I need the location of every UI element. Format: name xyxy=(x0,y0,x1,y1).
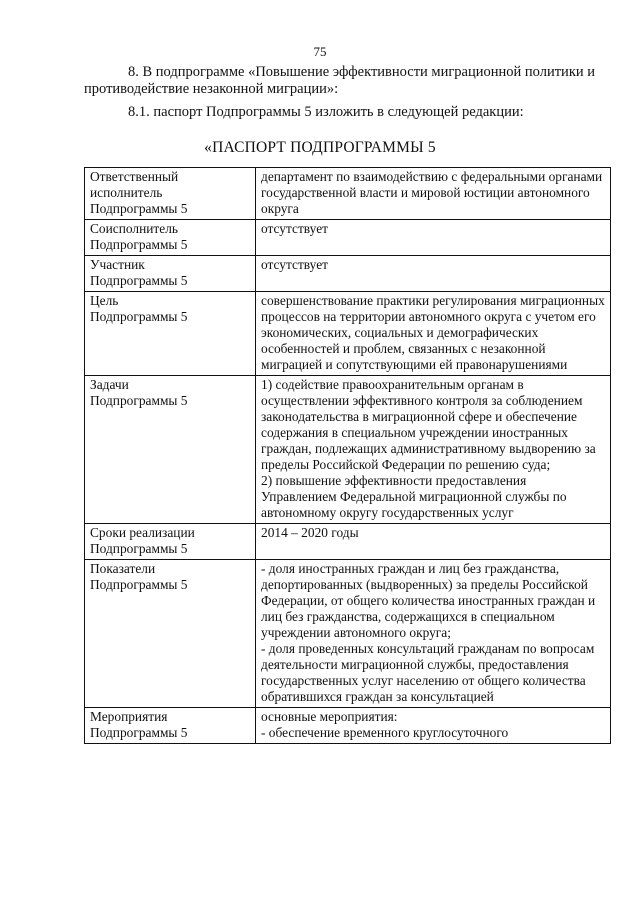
row-value-text: отсутствует xyxy=(261,257,328,272)
row-value-text: - доля иностранных граждан и лиц без гражданства, депортированных (выдворенных) за пределы Российской Федерации, от общего количества иностранных граждан и лиц без гражданства, содержащихся в специальном учреждении автономного округа; xyxy=(261,561,596,640)
table-row xyxy=(85,256,611,292)
table-row xyxy=(85,708,611,744)
row-label-line: Цель xyxy=(90,293,119,308)
row-value-text: - обеспечение временного круглосуточного xyxy=(261,725,509,740)
passport-table xyxy=(84,167,611,744)
table-row xyxy=(85,220,611,256)
row-label-line: Задачи xyxy=(90,377,129,392)
row-label-cell xyxy=(85,376,256,524)
row-value-text: 2) повышение эффективности предоставления Управлением Федеральной миграционной службы по автономному округу государственных услуг xyxy=(261,473,567,520)
row-value-text: 1) содействие правоохранительным органам в осуществлении эффективного контроля за соблюдением законодательства в миграционной сфере и обеспечение содержания в специальном учреждении иностранных граждан, подлежащих административному выдворению за пределы Российской Федерации по решению суда; xyxy=(261,377,596,472)
passport-heading: «ПАСПОРТ ПОДПРОГРАММЫ 5 xyxy=(204,139,436,156)
row-value-cell xyxy=(256,256,611,292)
row-label-cell xyxy=(85,220,256,256)
row-label-line: Участник xyxy=(90,257,145,272)
row-value-text: - доля проведенных консультаций гражданам по вопросам деятельности миграционной службы, предоставления государственных услуг населению от общего количества обратившихся граждан за консультацией xyxy=(261,641,595,704)
row-value-cell xyxy=(256,524,611,560)
row-label-line: Подпрограммы 5 xyxy=(90,393,188,408)
row-label-cell xyxy=(85,560,256,708)
row-value-cell xyxy=(256,292,611,376)
row-label-line: Подпрограммы 5 xyxy=(90,577,188,592)
row-label-line: Сроки реализации xyxy=(90,525,195,540)
row-label-line: Подпрограммы 5 xyxy=(90,541,188,556)
row-label-line: Ответственный xyxy=(90,169,179,184)
table-row xyxy=(85,168,611,220)
row-label-line: исполнитель xyxy=(90,185,163,200)
row-label-line: Показатели xyxy=(90,561,156,576)
row-label-line: Подпрограммы 5 xyxy=(90,273,188,288)
row-label-cell xyxy=(85,256,256,292)
page-number: 75 xyxy=(313,44,327,59)
passport-table-body xyxy=(85,168,611,744)
row-label-cell xyxy=(85,524,256,560)
row-label-line: Подпрограммы 5 xyxy=(90,201,188,216)
row-value-cell xyxy=(256,376,611,524)
table-row xyxy=(85,524,611,560)
row-label-line: Соисполнитель xyxy=(90,221,179,236)
table-row xyxy=(85,376,611,524)
table-row xyxy=(85,560,611,708)
row-value-cell xyxy=(256,220,611,256)
row-label-cell xyxy=(85,708,256,744)
row-value-cell xyxy=(256,168,611,220)
row-value-text: 2014 – 2020 годы xyxy=(261,525,359,540)
table-row xyxy=(85,292,611,376)
row-label-cell xyxy=(85,292,256,376)
row-value-text: совершенствование практики регулирования миграционных процессов на территории автономного округа с учетом его экономических, социальных и демографических особенностей и проблем, связанных с незаконной миграцией и сопутствующими ей правонарушениями xyxy=(261,293,605,372)
row-label-line: Подпрограммы 5 xyxy=(90,309,188,324)
row-value-text: департамент по взаимодействию с федеральными органами государственной власти и мировой юстиции автономного округа xyxy=(261,169,603,216)
row-value-cell xyxy=(256,708,611,744)
row-value-text: основные мероприятия: xyxy=(261,709,398,724)
paragraph-amendment-8: 8. В подпрограмме «Повышение эффективности миграционной политики и противодействие незаконной миграции»: xyxy=(84,64,596,97)
row-label-line: Подпрограммы 5 xyxy=(90,237,188,252)
row-label-line: Подпрограммы 5 xyxy=(90,725,188,740)
row-value-text: отсутствует xyxy=(261,221,328,236)
row-value-cell xyxy=(256,560,611,708)
paragraph-amendment-8-1: 8.1. паспорт Подпрограммы 5 изложить в следующей редакции: xyxy=(128,104,524,120)
row-label-line: Мероприятия xyxy=(90,709,168,724)
row-label-cell xyxy=(85,168,256,220)
